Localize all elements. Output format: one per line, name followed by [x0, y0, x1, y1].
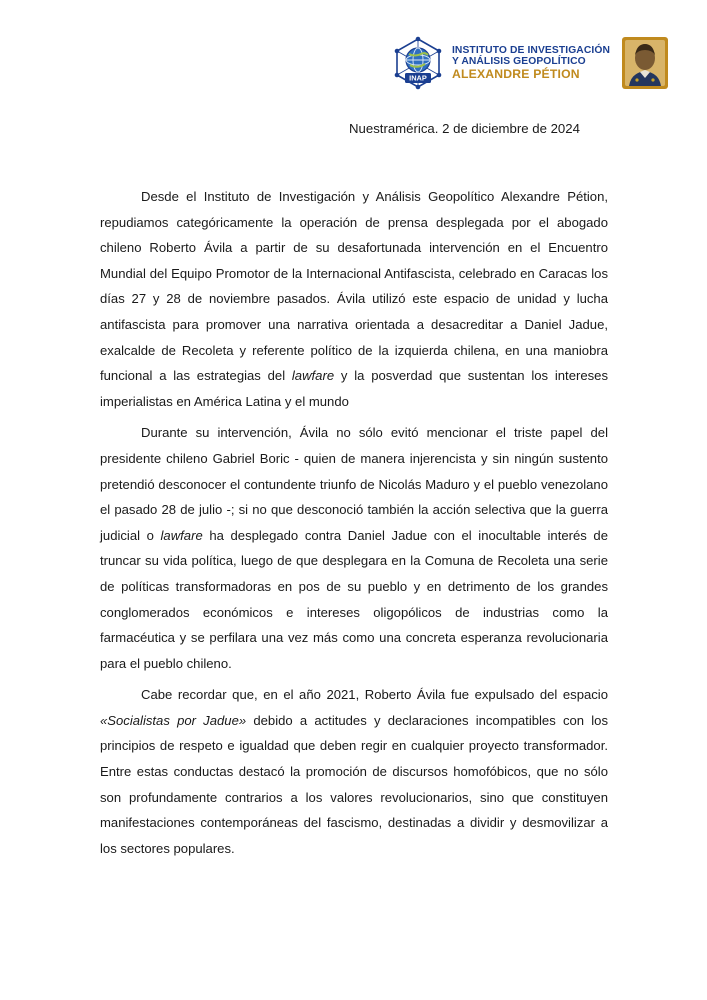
institution-name-line1: INSTITUTO DE INVESTIGACIÓN — [451, 44, 610, 56]
institution-name-line3: ALEXANDRE PÉTION — [451, 67, 580, 82]
institution-name-line2: Y ANÁLISIS GEOPOLÍTICO — [451, 55, 586, 67]
italic-term-lawfare-2: lawfare — [160, 527, 203, 543]
alexandre-petion-portrait-icon — [621, 36, 669, 90]
paragraph-2: Durante su intervención, Ávila no sólo evitó mencionar el triste papel del presidente chileno Gabriel Boric - quien de manera injerencista y sin ningún sustento pretendió desconocer el contundente triunfo de Nicolás Maduro y el pueblo venezolano el pasado 28 de julio -; si no que desconoció también la acción selectiva que la guerra judicial o lawfare ha desplegado contra Daniel Jadue con el inocultable interés de truncar su vida política, luego de que desplegara en la Comuna de Recoleta una serie de políticas transformadoras en pos de su pueblo y en detrimento de los grandes conglomerados económicos e intereses oligopólicos de industrias como la farmacéutica y se perfilara una vez más como una concreta esperanza revolucionaria para el pueblo chileno. — [100, 425, 608, 671]
inap-network-globe-icon — [391, 36, 445, 90]
document-header — [391, 34, 669, 92]
document-dateline: Nuestramérica. 2 de diciembre de 2024 — [349, 121, 580, 136]
paragraph-3: Cabe recordar que, en el año 2021, Roberto Ávila fue expulsado del espacio «Socialistas por Jadue» debido a actitudes y declaraciones incompatibles con los principios de respeto e igualdad que deben regir en cualquier proyecto transformador. Entre estas conductas destacó la promoción de discursos homofóbicos, que no sólo son profundamente contrarios a los valores revolucionarios, sino que constituyen manifestaciones contemporáneas del fascismo, destinadas a dividir y desmovilizar a los sectores populares. — [100, 687, 608, 856]
italic-term-socialistas-por-jadue: «Socialistas por Jadue» — [100, 712, 247, 728]
document-body — [100, 184, 608, 868]
italic-term-lawfare: lawfare — [291, 368, 335, 384]
institution-logo — [391, 36, 669, 90]
paragraph-1: Desde el Instituto de Investigación y Análisis Geopolítico Alexandre Pétion, repudiamos categóricamente la operación de prensa desplegada por el abogado chileno Roberto Ávila a partir de su desafortunada intervención en el Encuentro Mundial del Equipo Promotor de la Internacional Antifascista, celebrado en Caracas los días 27 y 28 de noviembre pasados. Ávila utilizó este espacio de unidad y lucha antifascista para promover una narrativa orientada a desacreditar a Daniel Jadue, exalcalde de Recoleta y referente político de la izquierda chilena, en una maniobra funcional a las estrategias del lawfare y la posverdad que sustentan los intereses imperialistas en América Latina y el mundo — [100, 189, 608, 409]
inap-badge-text: INAP — [409, 73, 427, 83]
institution-name — [452, 45, 610, 82]
